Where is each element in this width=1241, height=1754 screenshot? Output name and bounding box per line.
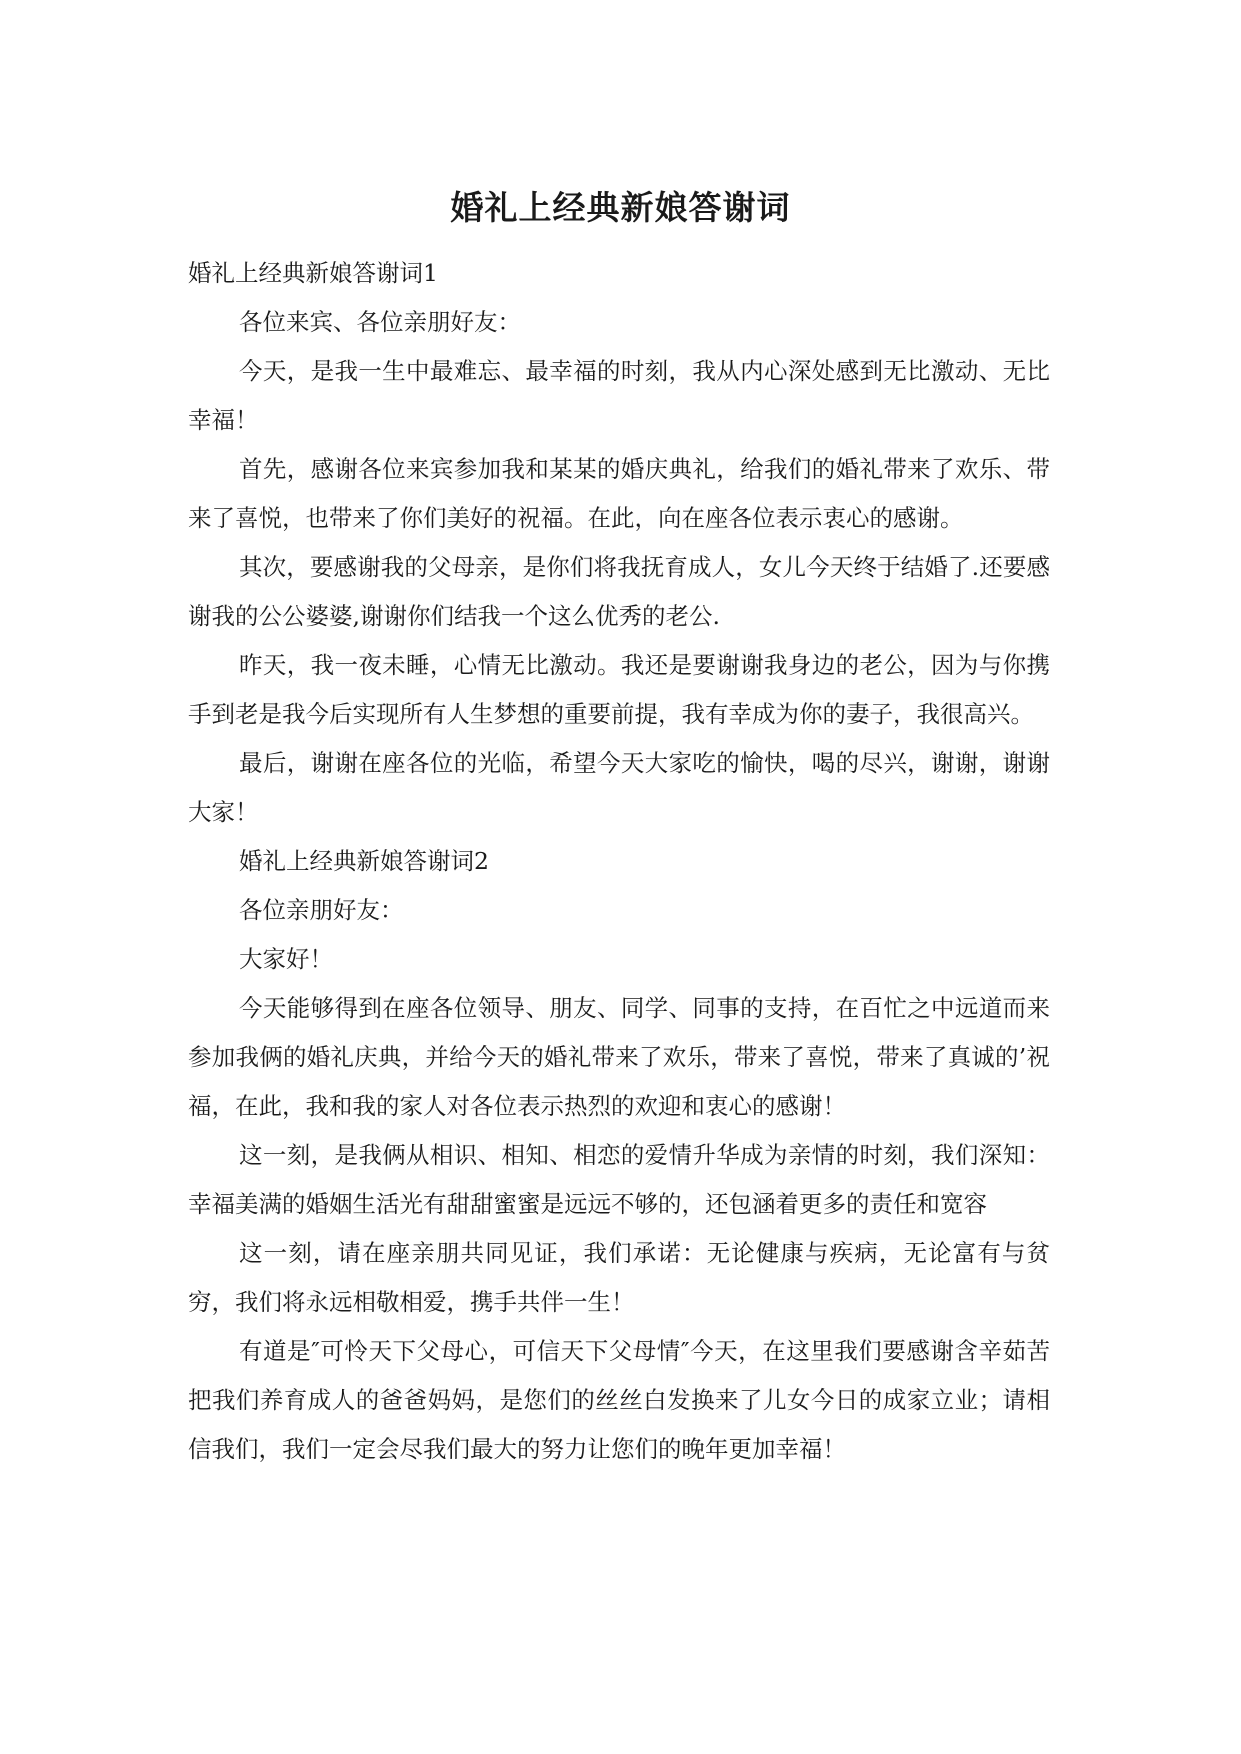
paragraph: 这一刻，请在座亲朋共同见证，我们承诺：无论健康与疾病，无论富有与贫穷，我们将永远相敬相爱，携手共伴一生！ bbox=[188, 1239, 1050, 1316]
section-heading-1: 婚礼上经典新娘答谢词1 bbox=[188, 259, 438, 287]
paragraph: 有道是″可怜天下父母心，可信天下父母情″今天，在这里我们要感谢含辛茹苦把我们养育成人的爸爸妈妈，是您们的丝丝白发换来了儿女今日的成家立业；请相信我们，我们一定会尽我们最大的努力让您们的晚年更加幸福！ bbox=[188, 1337, 1050, 1463]
paragraph: 首先，感谢各位来宾参加我和某某的婚庆典礼，给我们的婚礼带来了欢乐、带来了喜悦，也带来了你们美好的祝福。在此，向在座各位表示衷心的感谢。 bbox=[188, 455, 1050, 532]
paragraph: 今天能够得到在座各位领导、朋友、同学、同事的支持，在百忙之中远道而来参加我俩的婚礼庆典，并给今天的婚礼带来了欢乐，带来了喜悦，带来了真诚的’祝福，在此，我和我的家人对各位表示热烈的欢迎和衷心的感谢！ bbox=[188, 994, 1050, 1120]
paragraph: 昨天，我一夜未睡，心情无比激动。我还是要谢谢我身边的老公，因为与你携手到老是我今后实现所有人生梦想的重要前提，我有幸成为你的妻子，我很高兴。 bbox=[188, 651, 1050, 728]
paragraph-greeting-2: 各位亲朋好友： bbox=[239, 896, 404, 924]
paragraph: 今天，是我一生中最难忘、最幸福的时刻，我从内心深处感到无比激动、无比幸福！ bbox=[188, 357, 1050, 434]
paragraph-greeting-1: 各位来宾、各位亲朋好友： bbox=[239, 308, 521, 336]
paragraph: 其次，要感谢我的父母亲，是你们将我抚育成人，女儿今天终于结婚了.还要感谢我的公公婆婆,谢谢你们结我一个这么优秀的老公. bbox=[188, 553, 1050, 630]
paragraph: 大家好！ bbox=[239, 945, 333, 973]
document-title: 婚礼上经典新娘答谢词 bbox=[450, 188, 791, 227]
document-body bbox=[188, 249, 1050, 1474]
paragraph: 最后，谢谢在座各位的光临，希望今天大家吃的愉快，喝的尽兴，谢谢，谢谢大家！ bbox=[188, 749, 1050, 826]
paragraph: 这一刻，是我俩从相识、相知、相恋的爱情升华成为亲情的时刻，我们深知：幸福美满的婚姻生活光有甜甜蜜蜜是远远不够的，还包涵着更多的责任和宽容 bbox=[188, 1141, 1050, 1218]
section-heading-2: 婚礼上经典新娘答谢词2 bbox=[239, 847, 489, 875]
